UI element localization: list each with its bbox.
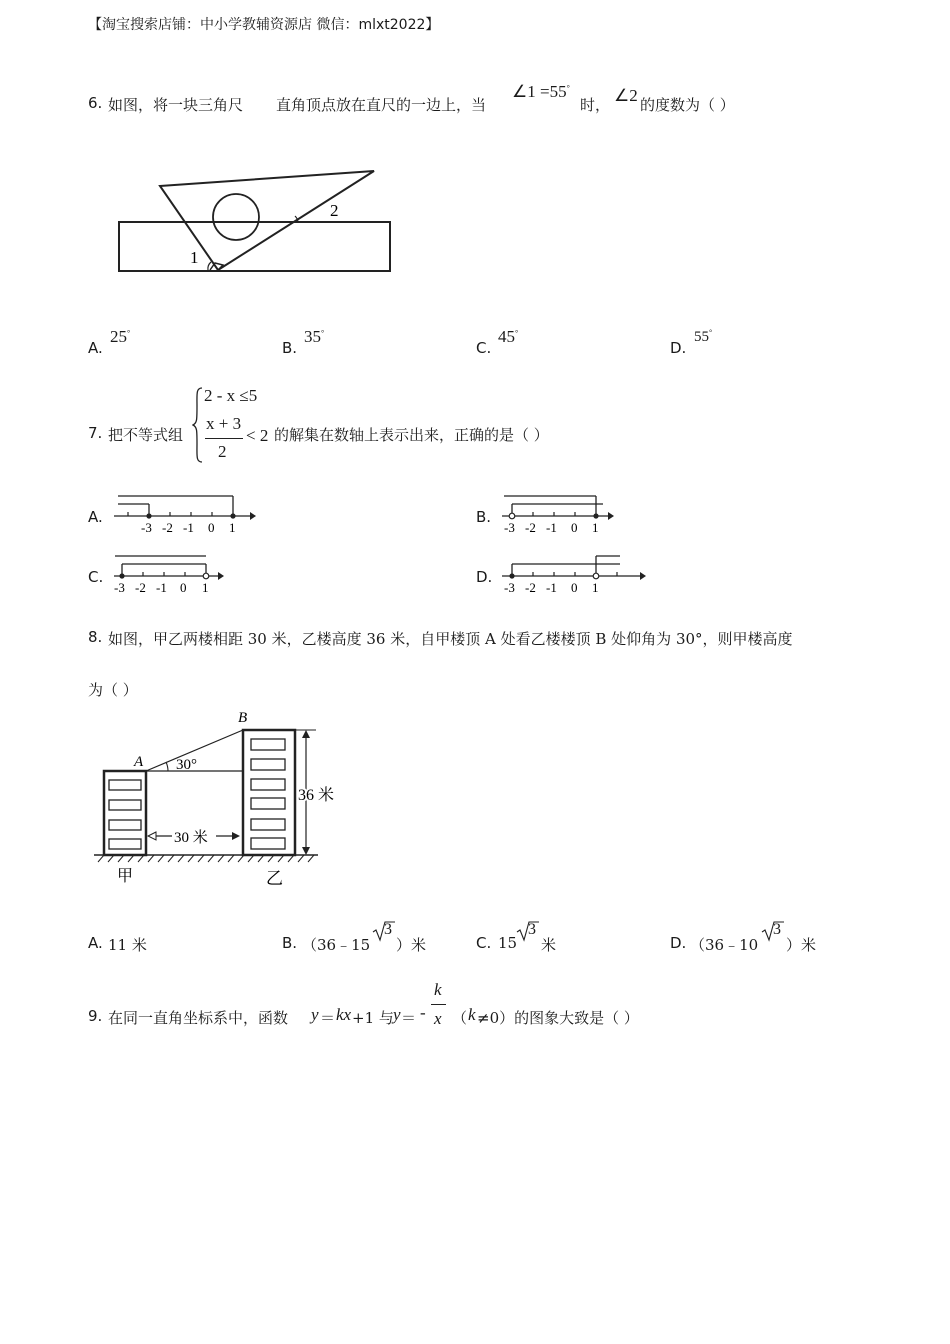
q6-option-d-letter[interactable]: D. (670, 339, 687, 357)
building-right-label: 乙 (266, 869, 283, 888)
question-8-text-line1: 如图，甲乙两楼相距 30 米，乙楼高度 36 米，自甲楼顶 A 处看乙楼楼顶 B 处仰角为 30°，则甲楼高度 (108, 630, 793, 648)
func2-frac-num: k (434, 980, 442, 999)
q6-option-b-letter[interactable]: B. (282, 339, 298, 357)
q6-option-a-value[interactable]: 25° (110, 327, 131, 346)
tick-label: 0 (208, 520, 215, 535)
fraction-denominator: 2 (218, 442, 227, 461)
q6-option-c-value[interactable]: 45° (498, 327, 519, 346)
question-7-text-a: 把不等式组 (108, 426, 184, 444)
tick-label: 1 (592, 580, 599, 595)
func2-frac-bar (431, 1004, 446, 1005)
angle-1-text: ∠1 =55 (512, 82, 567, 101)
question-6-text-a: 如图，将一块三角尺 (108, 96, 244, 114)
func1-eq: ＝ (320, 1009, 336, 1027)
func1-kx: kx (336, 1005, 352, 1024)
question-6-figure (112, 164, 402, 282)
question-6-text-b: 直角顶点放在直尺的一边上，当 (276, 96, 487, 114)
angle-2-expression: ∠2 (614, 86, 638, 105)
angle-1-expression (512, 82, 570, 102)
func2-frac-den: x (434, 1009, 442, 1028)
question-7-text-b: 的解集在数轴上表示出来，正确的是（ ） (274, 426, 549, 444)
q6-option-a-letter[interactable]: A. (88, 339, 103, 357)
func2-eq: ＝ (401, 1009, 417, 1027)
q7-option-a-letter[interactable]: A. (88, 508, 103, 526)
q8-option-d-letter[interactable]: D. (670, 934, 687, 952)
tick-label: 1 (592, 520, 599, 535)
tick-label: -1 (546, 580, 557, 595)
q8-option-d-post[interactable]: ）米 (786, 936, 817, 954)
triangle-ruler-hole (213, 194, 259, 240)
tick-label: -3 (114, 580, 125, 595)
label-a: A (134, 754, 144, 770)
building-left (104, 771, 146, 855)
q8-option-b-post[interactable]: ）米 (396, 936, 427, 954)
q8-option-d-pre[interactable]: （36﹣10 (690, 936, 759, 954)
question-6-text-c: 时， (580, 96, 611, 114)
tick-label: -2 (162, 520, 173, 535)
tick-label: -1 (183, 520, 194, 535)
tick-label: -2 (135, 580, 146, 595)
inequality-2-rhs: < 2 (246, 426, 269, 445)
q7-option-d-letter[interactable]: D. (476, 568, 493, 586)
q7-option-c-letter[interactable]: C. (88, 568, 104, 586)
tick-label: 0 (180, 580, 187, 595)
q6-option-d-value[interactable]: 55° (694, 328, 713, 345)
tick-label: 0 (571, 520, 578, 535)
angle-label: 30° (176, 757, 197, 773)
figure-label-1: 1 (190, 248, 199, 267)
question-8-number: 8. (88, 628, 103, 646)
q6-option-b-value[interactable]: 35° (304, 327, 325, 346)
q7-option-c-number-line[interactable] (110, 552, 240, 598)
label-b: B (238, 710, 248, 726)
building-left-label: 甲 (117, 868, 134, 885)
fraction-bar (205, 438, 243, 439)
figure-label-2: 2 (330, 201, 339, 220)
question-8-text-line2: 为（ ） (88, 681, 138, 699)
question-7-number: 7. (88, 424, 103, 442)
q7-option-a-number-line[interactable] (110, 492, 260, 538)
tick-label: -1 (546, 520, 557, 535)
func1-y: y (311, 1005, 319, 1024)
func2-minus: - (420, 1003, 426, 1022)
q8-option-c-letter[interactable]: C. (476, 934, 492, 952)
tick-label: -1 (156, 580, 167, 595)
tick-label: -3 (141, 520, 152, 535)
tick-label: -3 (504, 520, 515, 535)
inequality-1: 2 - x ≤5 (204, 386, 258, 405)
tick-label: -2 (525, 520, 536, 535)
q8-option-b-pre[interactable]: （36﹣15 (302, 936, 371, 954)
q6-option-c-letter[interactable]: C. (476, 339, 492, 357)
fraction-numerator: x + 3 (206, 414, 242, 433)
func2-y: y (393, 1005, 401, 1024)
page-header: 【淘宝搜索店铺：中小学教辅资源店 微信：mlxt2022】 (88, 17, 440, 33)
func2-cond-open: （ (452, 1009, 468, 1027)
question-6-number: 6. (88, 94, 103, 112)
func2-cond-k: k (468, 1005, 476, 1024)
tick-label: 1 (202, 580, 209, 595)
system-brace (192, 386, 204, 464)
func1-plus: +1 与 (352, 1009, 394, 1027)
tick-label: 0 (571, 580, 578, 595)
q7-option-b-number-line[interactable] (498, 492, 628, 538)
q8-option-c-post[interactable]: 米 (541, 936, 557, 954)
q7-option-b-letter[interactable]: B. (476, 508, 492, 526)
q8-option-a-letter[interactable]: A. (88, 934, 103, 952)
q8-option-a-value[interactable]: 11 米 (108, 936, 147, 954)
question-8-figure (90, 706, 350, 890)
tick-label: -3 (504, 580, 515, 595)
q7-option-d-number-line[interactable] (498, 552, 653, 598)
height-label: 36 米 (298, 787, 335, 804)
tick-label: -2 (525, 580, 536, 595)
question-9-number: 9. (88, 1007, 103, 1025)
question-9-text-a: 在同一直角坐标系中，函数 (108, 1009, 289, 1027)
tick-label: 1 (229, 520, 236, 535)
q8-option-c-pre[interactable]: 15 (498, 934, 518, 952)
question-6-text-d: 的度数为（ ） (640, 96, 735, 114)
q8-option-b-letter[interactable]: B. (282, 934, 298, 952)
func2-cond-rest: ≠0）的图象大致是（ ） (477, 1009, 639, 1027)
degree-symbol: ° (566, 83, 570, 93)
distance-label: 30 米 (174, 830, 208, 846)
